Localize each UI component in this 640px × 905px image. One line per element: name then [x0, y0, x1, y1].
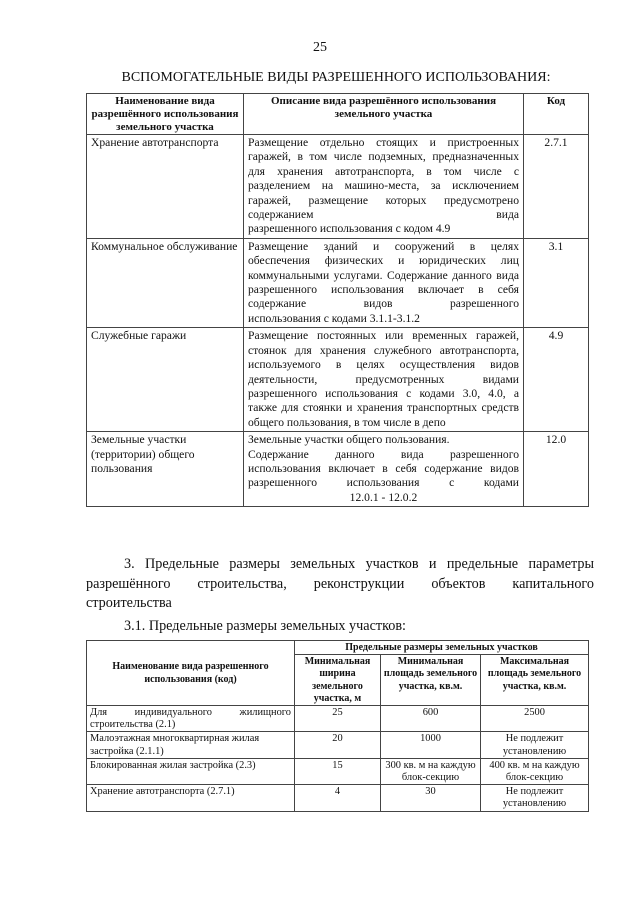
min-area: 600 [381, 706, 481, 732]
min-width: 25 [295, 706, 381, 732]
header-group: Предельные размеры земельных участков [295, 641, 589, 655]
header-min-width: Минимальная ширина земельного участка, м [295, 655, 381, 706]
table-row [87, 328, 589, 432]
use-name: Хранение автотранспорта (2.7.1) [87, 785, 295, 811]
use-code: 12.0 [524, 432, 589, 507]
table-header-row [87, 641, 589, 655]
header-name: Наименование вида разрешенного использования (код) [87, 641, 295, 706]
description-text: Размещение отдельно стоящих и пристроенных гаражей, в том числе подземных, предназначенных для хранения автотранспорта, в том числе с разделением на машино-места, за исключением гаражей, размещение которых предусмотрено содержанием вида [248, 136, 519, 222]
table-row [87, 785, 589, 811]
min-area: 1000 [381, 732, 481, 758]
table-header-row [87, 94, 589, 135]
description-text-start: Земельные участки общего пользования. [248, 433, 450, 447]
permitted-use-table [86, 93, 589, 507]
use-name: Хранение автотранспорта [87, 135, 244, 239]
max-area: Не подлежит установлению [481, 732, 589, 758]
header-name: Наименование вида разрешённого использования земельного участка [87, 94, 244, 135]
paragraph-3-line: разрешённого строительства, реконструкции объектов капитального [86, 575, 594, 592]
min-width: 20 [295, 732, 381, 758]
min-area: 30 [381, 785, 481, 811]
page-number: 25 [313, 40, 327, 55]
table-row [87, 706, 589, 732]
header-code: Код [524, 94, 589, 135]
use-description [244, 238, 524, 327]
max-area: Не подлежит установлению [481, 785, 589, 811]
paragraph-3-line: строительства [86, 595, 172, 611]
use-name: Малоэтажная многоквартирная жилая застройка (2.1.1) [87, 732, 295, 758]
description-text-end: 12.0.1 - 12.0.2 [349, 490, 418, 504]
use-description [244, 328, 524, 432]
description-text-end: общего пользования, в том числе в депо [248, 415, 446, 429]
min-area: 300 кв. м на каждую блок-секцию [381, 758, 481, 784]
description-text-end: разрешенного использования с кодом 4.9 [248, 222, 451, 236]
use-code: 2.7.1 [524, 135, 589, 239]
header-min-area: Минимальная площадь земельного участка, кв.м. [381, 655, 481, 706]
use-name: Для индивидуального жилищного строительства (2.1) [87, 706, 295, 732]
header-description: Описание вида разрешённого использования земельного участка [244, 94, 524, 135]
description-text-end: использования с кодами 3.1.1-3.1.2 [248, 311, 420, 325]
table-row [87, 238, 589, 327]
use-name: Служебные гаражи [87, 328, 244, 432]
description-text: Размещение постоянных или временных гаражей, стоянок для хранения служебного автотранспорта, используемого в целях осуществления видов деятельности, предусмотренных видами разрешенного использования с кодами 3.0, 4.0, а также для стоянки и хранения транспортных средств [248, 329, 519, 415]
min-width: 15 [295, 758, 381, 784]
paragraph-3 [86, 555, 594, 614]
header-max-area: Максимальная площадь земельного участка, кв.м. [481, 655, 589, 706]
min-width: 4 [295, 785, 381, 811]
use-name: Блокированная жилая застройка (2.3) [87, 758, 295, 784]
max-area: 400 кв. м на каждую блок-секцию [481, 758, 589, 784]
table-row [87, 732, 589, 758]
description-text: Содержание данного вида разрешенного использования включает в себя содержание видов разрешенного использования с кодами [248, 447, 519, 490]
max-area: 2500 [481, 706, 589, 732]
section-title: ВСПОМОГАТЕЛЬНЫЕ ВИДЫ РАЗРЕШЕННОГО ИСПОЛЬЗОВАНИЯ: [121, 70, 551, 85]
table-row [87, 135, 589, 239]
paragraph-3-1: 3.1. Предельные размеры земельных участков: [124, 618, 406, 634]
paragraph-3-line: 3. Предельные размеры земельных участков и предельные параметры [124, 556, 594, 572]
use-name: Коммунальное обслуживание [87, 238, 244, 327]
use-code: 4.9 [524, 328, 589, 432]
use-name: Земельные участки (территории) общего пользования [87, 432, 244, 507]
description-text: Размещение зданий и сооружений в целях обеспечения физических и юридических лиц коммунальными услугами. Содержание данного вида разрешенного использования включает в себя содержание видов разрешенного [248, 239, 519, 311]
use-description [244, 135, 524, 239]
plot-size-table [86, 640, 589, 812]
use-description [244, 432, 524, 507]
table-row [87, 758, 589, 784]
use-code: 3.1 [524, 238, 589, 327]
table-row [87, 432, 589, 507]
